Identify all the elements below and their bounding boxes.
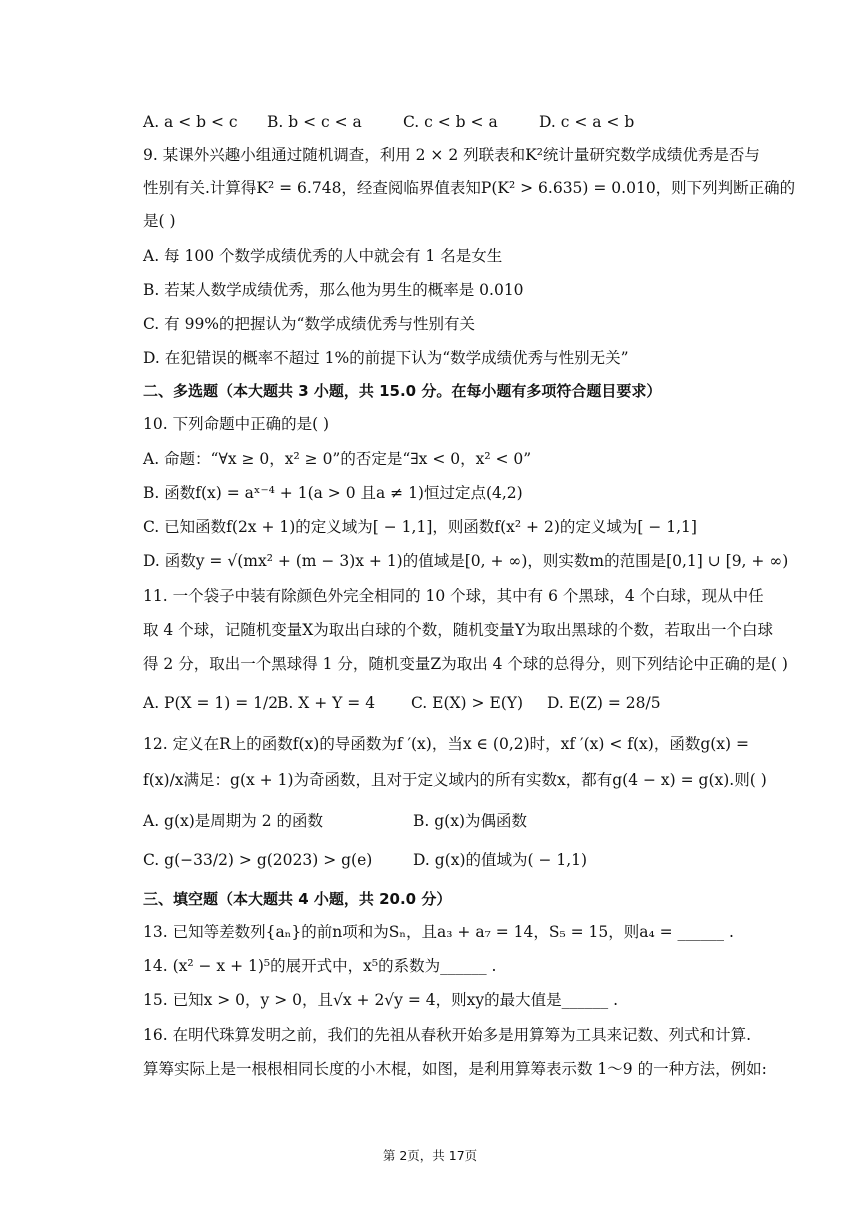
section-fill-in-heading: 三、填空题（本大题共 4 小题，共 20.0 分） xyxy=(143,890,452,908)
q12-options-row2 xyxy=(143,849,587,871)
page-footer: 第 2页，共 17页 xyxy=(382,1148,478,1163)
q12-stem-line1: 12. 定义在R上的函数f(x)的导函数为f ′(x)，当x ∈ (0,2)时，xf ′(x) < f(x)，函数g(x) = xyxy=(143,735,749,753)
q11-stem-line2: 取 4 个球，记随机变量X为取出白球的个数，随机变量Y为取出黑球的个数，若取出一个白球 xyxy=(143,621,773,639)
q12-options-row1 xyxy=(143,810,527,832)
q12-option-c: C. g(−33/2) > g(2023) > g(e) xyxy=(143,851,373,869)
q11-option-c: C. E(X) > E(Y) xyxy=(411,694,524,712)
q10-option-b: B. 函数f(x) = aˣ⁻⁴ + 1(a > 0 且a ≠ 1)恒过定点(4,2) xyxy=(143,484,523,502)
q11-option-b: B. X + Y = 4 xyxy=(277,694,376,712)
q9-option-d: D. 在犯错误的概率不超过 1%的前提下认为“数学成绩优秀与性别无关” xyxy=(143,349,629,367)
q11-stem-line3: 得 2 分，取出一个黑球得 1 分，随机变量Z为取出 4 个球的总得分，则下列结论中正确的是( ) xyxy=(143,655,788,673)
q10-option-c: C. 已知函数f(2x + 1)的定义域为[ − 1,1]，则函数f(x² + 2)的定义域为[ − 1,1] xyxy=(143,518,697,536)
q9-stem-line3: 是( ) xyxy=(143,212,176,230)
q9-stem-line1: 9. 某课外兴趣小组通过随机调查，利用 2 × 2 列联表和K²统计量研究数学成绩优秀是否与 xyxy=(143,146,760,164)
q16-stem-line1: 16. 在明代珠算发明之前，我们的先祖从春秋开始多是用算筹为工具来记数、列式和计算. xyxy=(143,1026,752,1044)
q9-option-b: B. 若某人数学成绩优秀，那么他为男生的概率是 0.010 xyxy=(143,281,524,299)
q15: 15. 已知x > 0，y > 0，且√x + 2√y = 4，则xy的最大值是______ . xyxy=(143,991,618,1009)
q14: 14. (x² − x + 1)⁵的展开式中，x⁵的系数为______ . xyxy=(143,957,497,975)
q12-stem-line2: f(x)/x满足：g(x + 1)为奇函数，且对于定义域内的所有实数x，都有g(4 − x) = g(x).则( ) xyxy=(143,771,767,789)
q8-options xyxy=(143,111,634,133)
q8-option-b: B. b < c < a xyxy=(267,113,362,131)
q11-option-a: A. P(X = 1) = 1/2 xyxy=(143,694,279,712)
q10-option-d: D. 函数y = √(mx² + (m − 3)x + 1)的值域是[0, + ∞)，则实数m的范围是[0,1] ∪ [9, + ∞) xyxy=(143,552,789,570)
q10-stem: 10. 下列命题中正确的是( ) xyxy=(143,415,330,433)
q8-option-d: D. c < a < b xyxy=(539,113,635,131)
q9-option-c: C. 有 99%的把握认为“数学成绩优秀与性别有关 xyxy=(143,315,475,333)
q11-option-d: D. E(Z) = 28/5 xyxy=(547,694,661,712)
q11-options xyxy=(143,692,661,714)
q8-option-a: A. a < b < c xyxy=(143,113,238,131)
q8-option-c: C. c < b < a xyxy=(403,113,498,131)
q11-stem-line1: 11. 一个袋子中装有除颜色外完全相同的 10 个球，其中有 6 个黑球，4 个白球，现从中任 xyxy=(143,587,764,605)
section-multiple-choice-heading: 二、多选题（本大题共 3 小题，共 15.0 分。在每小题有多项符合题目要求） xyxy=(143,382,662,400)
q10-option-a: A. 命题：“∀x ≥ 0，x² ≥ 0”的否定是“∃x < 0，x² < 0” xyxy=(143,450,532,468)
q12-option-a: A. g(x)是周期为 2 的函数 xyxy=(143,812,324,830)
q9-stem-line2: 性别有关.计算得K² = 6.748，经查阅临界值表知P(K² > 6.635) = 0.010，则下列判断正确的 xyxy=(143,179,796,197)
q16-stem-line2: 算筹实际上是一根根相同长度的小木棍，如图，是利用算筹表示数 1～9 的一种方法，例如: xyxy=(143,1060,767,1078)
q12-option-d: D. g(x)的值域为( − 1,1) xyxy=(413,851,588,869)
q12-option-b: B. g(x)为偶函数 xyxy=(413,812,528,830)
q13: 13. 已知等差数列{aₙ}的前n项和为Sₙ，且a₃ + a₇ = 14，S₅ = 15，则a₄ = ______ . xyxy=(143,923,734,941)
q9-option-a: A. 每 100 个数学成绩优秀的人中就会有 1 名是女生 xyxy=(143,247,503,265)
